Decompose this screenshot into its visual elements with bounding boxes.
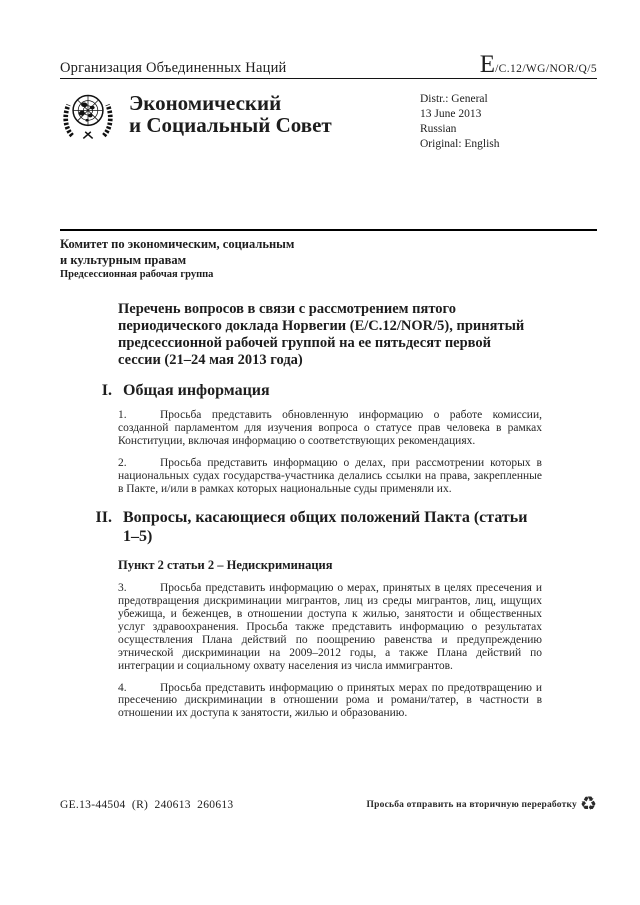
council-title-line1: Экономический (129, 91, 282, 115)
header-top-row (60, 52, 597, 79)
paragraph-number: 1. (118, 409, 127, 422)
org-name: Организация Объединенных Наций (60, 60, 287, 76)
council-title-line2: и Социальный Совет (129, 113, 332, 138)
paragraph-text: Просьба представить информацию о мерах, принятых в целях пресечения и предотвращения дискриминации мигрантов, лиц из среды мигрантов, лиц, ищущих убежища, и беженцев, в отношении доступа к жилью, занятости и общественных услуг здравоохранения. Просьба также представить информацию о результатах осуществления Плана действий по поощрению равенства и предупреждению этнической дискриминации на 2009–2012 годы, а также Плана действий по интеграции и социальному охвату населения из числа иммигрантов. (118, 582, 542, 672)
paragraph-text: Просьба представить информацию о делах, при рассмотрении которых в национальных судах государства-участника делались ссылки на права, закрепленные в Пакте, и/или в рамках которых национальные суды применяли их. (118, 457, 542, 495)
page-footer (60, 795, 597, 814)
job-number: GE.13-44504 (R) 240613 260613 (60, 798, 234, 811)
recycle-note-text: Просьба отправить на вторичную переработку (366, 799, 577, 810)
paragraph-number: 4. (118, 681, 127, 694)
committee-name (60, 237, 597, 268)
date-line: 13 June 2013 (420, 107, 482, 120)
header-main-row (60, 86, 597, 176)
paragraph-4 (118, 682, 542, 721)
paragraph-number: 2. (118, 457, 127, 469)
paragraph-1 (118, 409, 542, 448)
document-symbol-letter: E (479, 51, 496, 78)
council-title (129, 92, 332, 176)
distr-line: Distr.: General (420, 93, 488, 105)
committee-name-line2: и культурным правам (60, 252, 187, 267)
section-heading-text: Общая информация (123, 381, 270, 399)
section-heading-text: Вопросы, касающиеся общих положений Пакта (статьи 1–5) (123, 508, 528, 545)
recycle-icon: ♻ (579, 793, 597, 815)
recycle-note (367, 795, 597, 814)
committee-name-line1: Комитет по экономическим, социальным (60, 237, 295, 251)
document-symbol (480, 52, 597, 77)
paragraph-number: 3. (118, 582, 127, 595)
section-heading-1 (88, 382, 597, 401)
paragraph-text: Просьба представить обновленную информацию о работе комиссии, созданной парламентом для изучения вопроса о статусе прав человека в рамках Конституции, включая информацию о соответствующих рекомендациях. (118, 409, 542, 448)
language-line: Russian (420, 122, 457, 135)
paragraph-text: Просьба представить информацию о принятых мерах по предотвращению и пресечению дискриминации в отношении рома и романи/татер, в частности в отношении их доступа к занятости, жилью и образованию. (118, 681, 542, 720)
section-divider-rule (60, 229, 597, 231)
document-title: Перечень вопросов в связи с рассмотрением пятого периодического доклада Норвегии (E/C.12/NOR/5), принятый предсессионной рабочей группой на ее пятьдесят первой сессии (21–24 мая 2013 года) (118, 301, 525, 368)
original-language-line: Original: English (420, 137, 500, 150)
un-emblem-icon (60, 88, 116, 144)
section-numeral: I. (101, 381, 112, 399)
article-subheading: Пункт 2 статьи 2 – Недискриминация (118, 558, 333, 573)
document-symbol-code: /C.12/WG/NOR/Q/5 (495, 63, 597, 75)
paragraph-2 (118, 457, 542, 496)
distribution-info (420, 92, 500, 152)
section-heading-2 (88, 509, 597, 547)
paragraph-3 (118, 582, 542, 672)
section-numeral: II. (95, 508, 112, 526)
working-group-label: Предсессионная рабочая группа (60, 269, 214, 281)
